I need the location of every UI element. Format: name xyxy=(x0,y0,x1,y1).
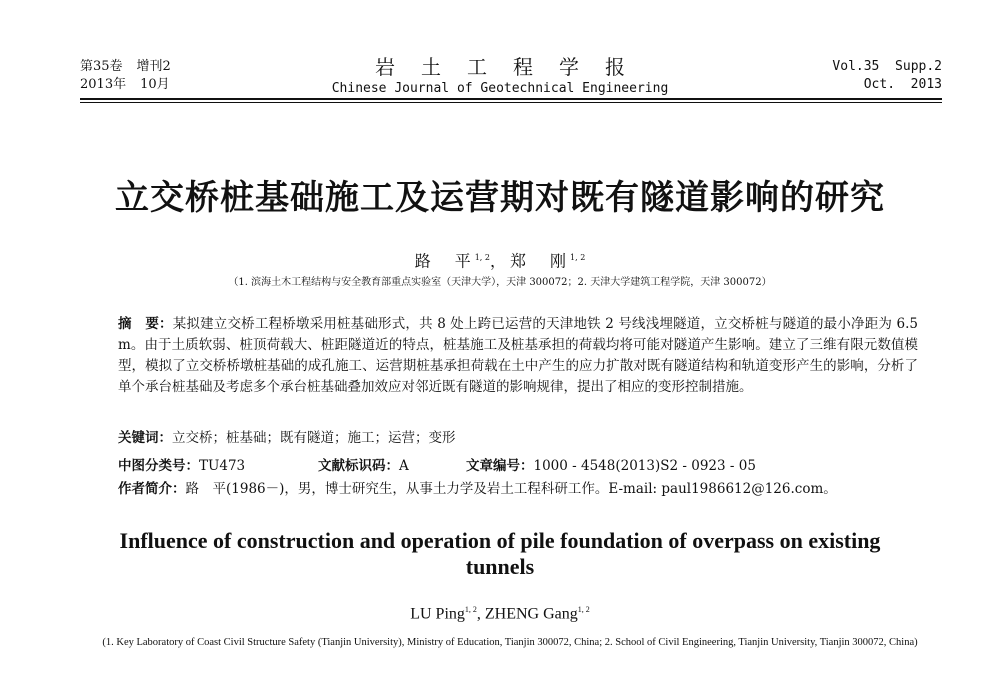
keywords xyxy=(118,428,918,449)
doc-code-label: 文献标识码： xyxy=(318,458,399,474)
classification-row xyxy=(118,456,918,477)
abstract-label: 摘 要： xyxy=(118,316,173,332)
author-1-cn: 路 平 xyxy=(414,251,475,271)
abstract xyxy=(118,314,918,398)
supplement-cn: 增刊2 xyxy=(136,59,171,74)
volume-cn: 第35卷 xyxy=(80,59,123,74)
author-1-en: LU Ping xyxy=(410,605,465,623)
journal-title-en: Chinese Journal of Geotechnical Engineering xyxy=(331,81,669,96)
author-2-affil-cn: 1, 2 xyxy=(570,253,586,262)
paper-title-en: Influence of construction and operation of pile foundation of overpass on existing tunnels xyxy=(119,528,881,579)
author-separator-cn: ， xyxy=(489,251,510,271)
article-number-value: 1000 - 4548(2013)S2 - 0923 - 05 xyxy=(533,458,756,474)
author-2-cn: 郑 刚 xyxy=(510,251,571,271)
journal-title-cn: 岩土工程学报 xyxy=(375,55,651,79)
author-1-affil-cn: 1, 2 xyxy=(474,253,490,262)
affiliation-en: (1. Key Laboratory of Coast Civil Structure Safety (Tianjin University), Ministry of Education, Tianjin 300072, China; 2. School of Civil Engineering, Tianjin University, Tianjin 300072, China) xyxy=(102,637,918,648)
abstract-text: 某拟建立交桥工程桥墩采用桩基础形式，共 8 处上跨已运营的天津地铁 2 号线浅埋隧道，立交桥桩与隧道的最小净距为 6.5 m。由于土质软弱、桩顶荷载大、桩距隧道近的特点，桩基施工及桩基承担的荷载均将可能对隧道产生影响。建立了三维有限元数值模型，模拟了立交桥桥墩桩基础的成孔施工、运营期桩基承担荷载在土中产生的应力扩散对既有隧道结构和轨道变形产生的影响，分析了单个承台桩基础及考虑多个承台桩基础叠加效应对邻近既有隧道的影响规律，提出了相应的变形控制措施。 xyxy=(118,316,919,395)
header-rule-thick xyxy=(80,98,942,100)
author-intro xyxy=(118,479,918,500)
month-cn: 10月 xyxy=(140,77,170,92)
authors-en xyxy=(0,600,1000,624)
year-cn: 2013年 xyxy=(80,77,127,92)
author-2-en: ZHENG Gang xyxy=(484,605,578,623)
article-number-label: 文章编号： xyxy=(466,458,534,474)
author-2-affil-en: 1, 2 xyxy=(577,605,590,614)
authors-cn xyxy=(0,248,1000,271)
header-rule-thin xyxy=(80,102,942,103)
clc-value: TU473 xyxy=(199,458,246,474)
author-intro-text: 路 平(1986－)，男，博士研究生，从事土力学及岩土工程科研工作。E-mail: paul1986612@126.com。 xyxy=(185,481,837,497)
author-separator-en: , xyxy=(476,605,485,623)
author-1-affil-en: 1, 2 xyxy=(464,605,477,614)
keywords-label: 关键词： xyxy=(118,430,172,446)
keywords-text: 立交桥；桩基础；既有隧道；施工；运营；变形 xyxy=(172,430,456,446)
header-right xyxy=(832,58,942,94)
paper-title-cn: 立交桥桩基础施工及运营期对既有隧道影响的研究 xyxy=(115,178,885,218)
author-intro-label: 作者简介： xyxy=(118,481,186,497)
affiliation-cn: （1. 滨海土木工程结构与安全教育部重点实验室（天津大学），天津 300072；2. 天津大学建筑工程学院，天津 300072） xyxy=(228,277,772,288)
date-en: Oct. 2013 xyxy=(863,77,942,92)
volume-en: Vol.35 Supp.2 xyxy=(832,59,942,74)
clc-label: 中图分类号： xyxy=(118,458,199,474)
doc-code-value: A xyxy=(399,458,409,474)
